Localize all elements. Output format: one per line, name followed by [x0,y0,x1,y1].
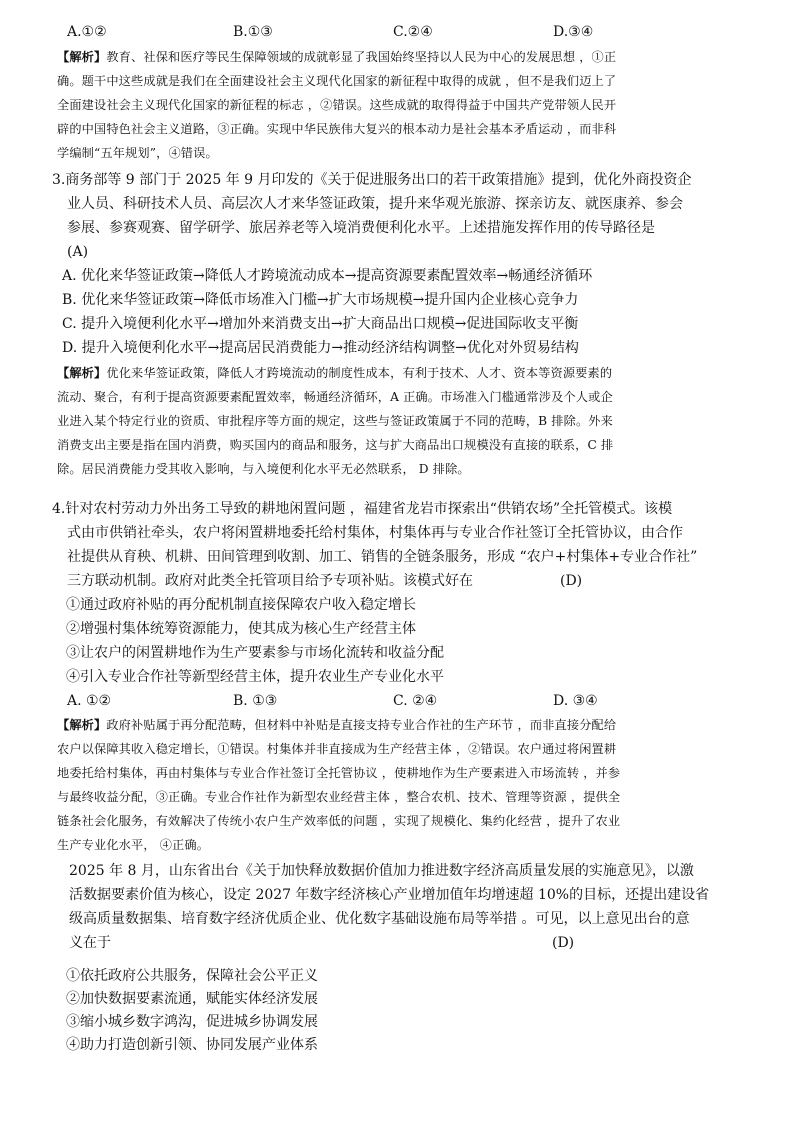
question-stem: 义在于 (D) [69,931,111,955]
statement-item: ②增强村集体统筹资源能力，使其成为核心生产经营主体 [66,621,416,637]
question-stem: 业人员、科研技术人员、高层次人才来华签证政策，提升来华观光旅游、探亲访友、就医康养、参会 [67,196,683,212]
statement-item: ④助力打造创新引领、协同发展产业体系 [66,1037,318,1053]
statement-item: ③让农户的闲置耕地作为生产要素参与市场化流转和收益分配 [66,645,444,661]
answer-mark: (D) [552,935,575,951]
analysis-tag: 【解析】 [57,366,107,380]
option-d: D. ③④ [553,693,598,709]
option-a: A. 优化来华签证政策→降低人才跨境流动成本→提高资源要素配置效率→畅通经济循环 [62,268,593,284]
option-c: C. ②④ [393,693,438,709]
analysis-line: 消费支出主要是指在国内消费，购买国内的商品和服务，这与扩大商品出口规模没有直接的联系，C 排 [57,438,614,452]
question-stem: 三方联动机制。政府对此类全托管项目给予专项补贴。该模式好在 (D) [67,569,473,593]
option-a: A.①② [67,24,107,40]
question-stem: 级高质量数据集、培育数字经济优质企业、优化数字基础设施布局等举措 。可见，以上意见出台的意 [69,911,690,927]
question-stem: 2025 年 8 月，山东省出台《关于加快释放数据价值加力推进数字经济高质量发展的实施意见》，以激 [69,863,694,879]
analysis-line: 确。题干中这些成就是我们在全面建设社会主义现代化国家的新征程中取得的成就 ，但不是我们迈上了 [57,74,617,88]
option-b: B. 优化来华签证政策→降低市场准入门槛→扩大市场规模→提升国内企业核心竞争力 [62,292,579,308]
question-stem: 活数据要素价值为核心，设定 2027 年数字经济核心产业增加值年均增速超 10%的目标，还提出建设省 [69,887,710,903]
analysis-line: 学编制“五年规划”，④错误。 [57,146,218,160]
option-b: B. ①③ [233,693,278,709]
analysis-tag: 【解析】 [57,718,107,732]
option-b: B.①③ [233,24,273,40]
question-stem: 3.商务部等 9 部门于 2025 年 9 月印发的《关于促进服务出口的若干政策措施》提到，优化外商投资企 [52,172,692,188]
analysis-line: 农户以保障其收入稳定增长，①错误。村集体并非直接成为生产经营主体 ，②错误。农户通过将闲置耕 [57,742,617,756]
option-c: C. 提升入境便利化水平→增加外来消费支出→扩大商品出口规模→促进国际收支平衡 [62,316,579,332]
analysis-line: 流动、聚合，有利于提高资源要素配置效率，畅通经济循环，A 正确。市场准入门槛通常涉及个人或企 [57,390,613,404]
option-c: C.②④ [393,24,433,40]
statement-item: ③缩小城乡数字鸿沟，促进城乡协调发展 [66,1014,318,1030]
analysis-line: 与最终收益分配，③正确。专业合作社作为新型农业经营主体 ，整合农机、技术、管理等资源 ，提供全 [57,790,621,804]
statement-item: ④引入专业合作社等新型经营主体，提升农业生产专业化水平 [66,669,444,685]
statement-item: ②加快数据要素流通，赋能实体经济发展 [66,991,318,1007]
option-d: D.③④ [553,24,594,40]
analysis-line: 【解析】政府补贴属于再分配范畴，但材料中补贴是直接支持专业合作社的生产环节 ，而非直接分配给 [57,718,617,732]
analysis-tag: 【解析】 [57,50,107,64]
analysis-line: 生产专业化水平， ④正确。 [57,838,210,852]
analysis-line: 地委托给村集体，再由村集体与专业合作社签订全托管协议 ，使耕地作为生产要素进入市场流转 ，并参 [57,766,621,780]
answer-mark: (A) [67,244,89,260]
analysis-line: 【解析】优化来华签证政策，降低人才跨境流动的制度性成本，有利于技术、人才、资本等资源要素的 [57,366,613,380]
analysis-line: 业进入某个特定行业的资质、审批程序等方面的规定，这些与签证政策属于不同的范畴，B 排除。外来 [57,414,613,428]
answer-mark: (D) [560,573,583,589]
analysis-line: 全面建设社会主义现代化国家的新征程的标志 ，②错误。这些成就的取得得益于中国共产党带领人民开 [57,98,617,112]
option-a: A. ①② [67,693,112,709]
statement-item: ①通过政府补贴的再分配机制直接保障农户收入稳定增长 [66,597,416,613]
question-stem: 式由市供销社牵头，农户将闲置耕地委托给村集体，村集体再与专业合作社签订全托管协议，由合作 [67,525,683,541]
analysis-line: 【解析】教育、社保和医疗等民生保障领域的成就彰显了我国始终坚持以人民为中心的发展思想 ，①正 [57,50,617,64]
question-stem: 参展、参赛观赛、留学研学、旅居养老等入境消费便利化水平。上述措施发挥作用的传导路径是 [67,220,655,236]
analysis-line: 辟的中国特色社会主义道路，③正确。实现中华民族伟大复兴的根本动力是社会基本矛盾运动 ，而非科 [57,122,617,136]
option-d: D. 提升入境便利化水平→提高居民消费能力→推动经济结构调整→优化对外贸易结构 [62,340,579,356]
statement-item: ①依托政府公共服务，保障社会公平正义 [66,968,318,984]
analysis-line: 除。居民消费能力受其收入影响，与入境便利化水平无必然联系， D 排除。 [57,462,470,476]
analysis-line: 链条社会化服务，有效解决了传统小农户生产效率低的问题 ，实现了规模化、集约化经营 ，提升了农业 [57,814,621,828]
question-stem: 4.针对农村劳动力外出务工导致的耕地闲置问题 ，福建省龙岩市探索出“供销农场”全托管模式。该模 [52,501,673,517]
question-stem: 社提供从育秧、机耕、田间管理到收割、加工、销售的全链条服务，形成 “农户+村集体+专业合作社” [67,549,698,565]
